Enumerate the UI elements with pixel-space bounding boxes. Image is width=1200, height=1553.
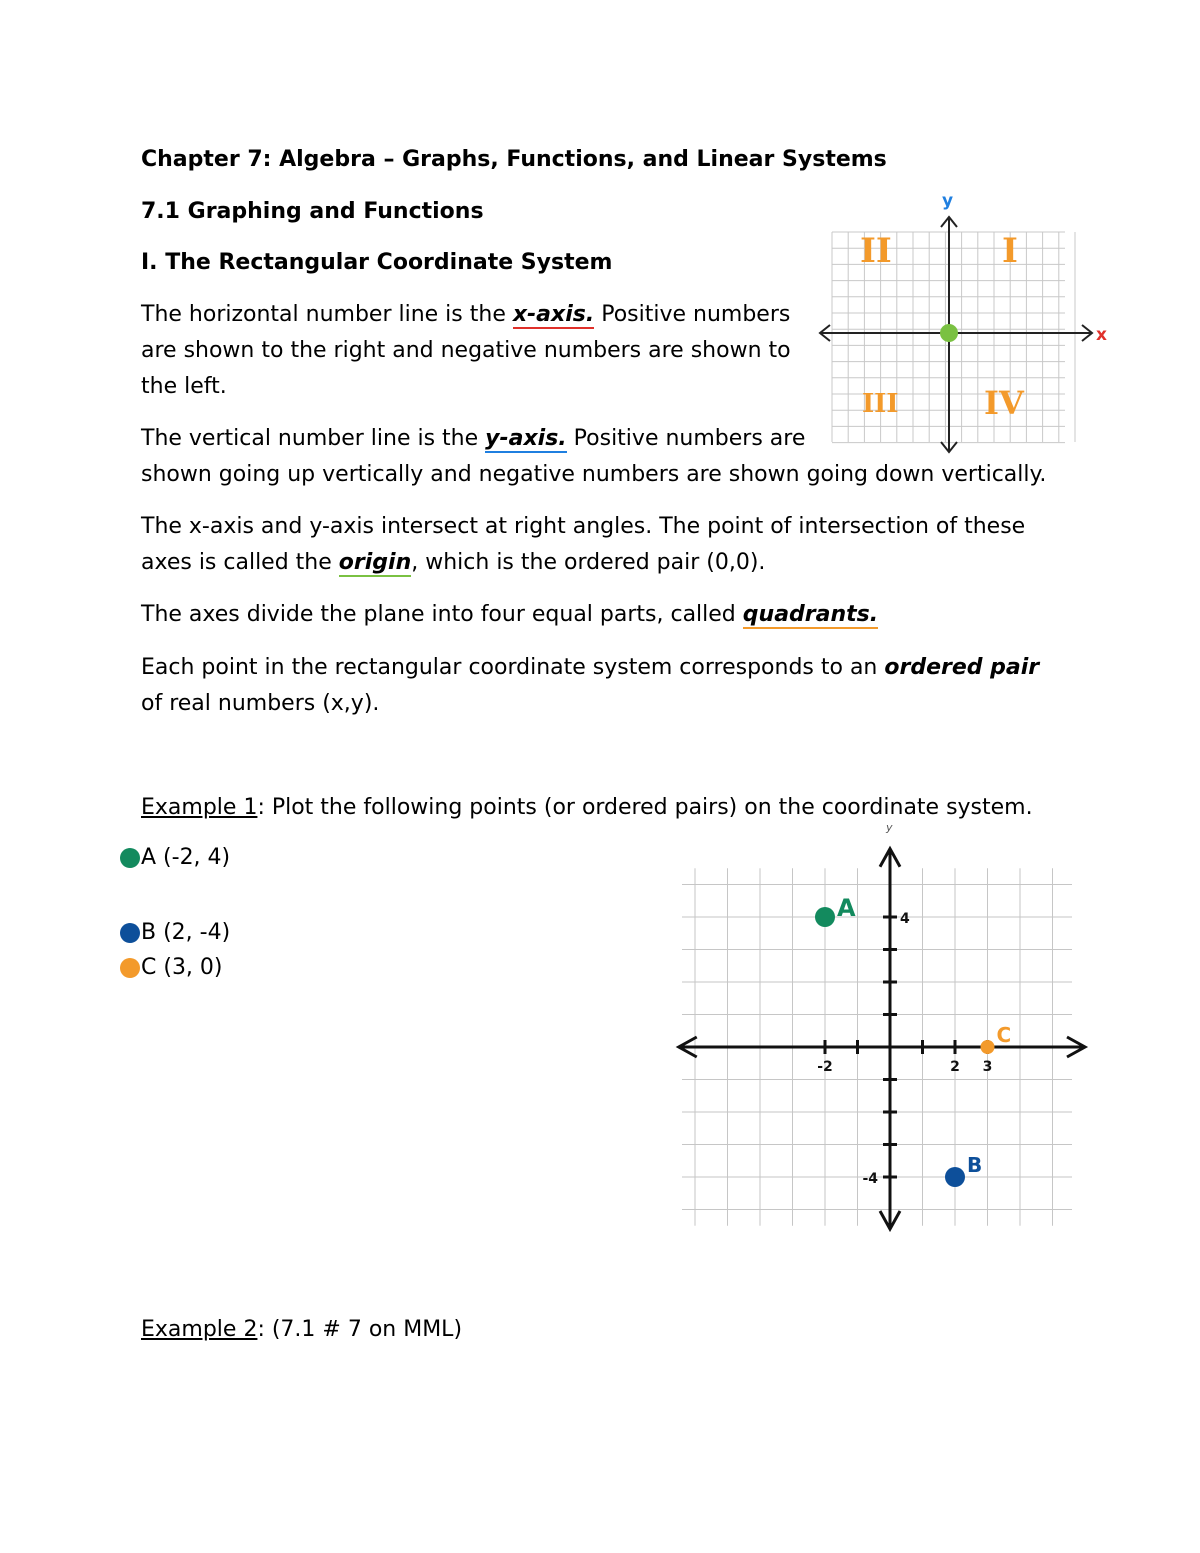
point-b-bullet-icon (120, 923, 140, 943)
text-run: axes is called the (141, 550, 339, 575)
example1-text: : Plot the following points (or ordered pairs) on the coordinate system. (257, 795, 1033, 820)
origin-dot (940, 324, 958, 342)
plot-tick-label: -2 (817, 1059, 833, 1075)
quadrant-label-3: III (862, 389, 899, 419)
ordered-pair-paragraph-line1 (141, 650, 1039, 686)
text-run: Each point in the rectangular coordinate system corresponds to an (141, 655, 885, 680)
xaxis-paragraph-line1 (141, 297, 790, 333)
example2-label: Example 2 (141, 1317, 258, 1342)
example1-label: Example 1 (141, 795, 258, 820)
subsection-title: I. The Rectangular Coordinate System (141, 250, 613, 275)
plot-point-label: A (837, 894, 856, 922)
plot-axes (679, 821, 1085, 1229)
point-c-text: C (3, 0) (141, 955, 223, 980)
origin-paragraph-line1: The x-axis and y-axis intersect at right angles. The point of intersection of these (141, 514, 1026, 539)
x-axis-term: x-axis. (512, 302, 595, 327)
example1-plot (675, 820, 1125, 1238)
quadrant-diagram (810, 190, 1110, 460)
yaxis-paragraph-line2: shown going up vertically and negative numbers are shown going down vertically. (141, 462, 1047, 487)
plot-ticks (817, 911, 992, 1187)
plot-tick-label: 2 (950, 1059, 960, 1075)
quadrant-label-1: I (1002, 231, 1018, 271)
quadrants-term: quadrants. (742, 602, 879, 627)
point-b-text: B (2, -4) (141, 920, 231, 945)
ordered-pair-term: ordered pair (884, 655, 1040, 680)
y-axis-term: y-axis. (485, 426, 567, 451)
chapter-title: Chapter 7: Algebra – Graphs, Functions, and Linear Systems (141, 147, 887, 172)
plot-tick-label: -4 (862, 1171, 878, 1187)
plot-point-c (981, 1040, 995, 1054)
plot-point-a (815, 907, 835, 927)
plot-y-axis-label: y (886, 820, 893, 834)
text-run: Positive numbers are (566, 426, 806, 451)
quadrant-label-2: II (860, 231, 892, 271)
quadrant-label-4: IV (984, 384, 1024, 422)
example1-heading (141, 790, 1033, 826)
origin-term: origin (338, 550, 412, 575)
example2-heading (141, 1312, 462, 1348)
yaxis-paragraph-line1 (141, 421, 805, 457)
plot-point-label: B (967, 1153, 983, 1177)
plot-point-label: C (996, 1023, 1012, 1047)
origin-paragraph-line2 (141, 545, 765, 581)
text-run: , which is the ordered pair (0,0). (411, 550, 766, 575)
xaxis-paragraph-line3: the left. (141, 374, 227, 399)
plot-tick-label: 4 (900, 911, 910, 927)
plot-tick-label: 3 (982, 1059, 993, 1075)
example2-text: : (7.1 # 7 on MML) (257, 1317, 463, 1342)
point-c-bullet-icon (120, 958, 140, 978)
ordered-pair-paragraph-line2: of real numbers (x,y). (141, 691, 380, 716)
point-a-text: A (-2, 4) (141, 845, 231, 870)
plot-point-b (945, 1167, 965, 1187)
quadrant-y-label: y (942, 191, 954, 211)
section-title: 7.1 Graphing and Functions (141, 199, 484, 224)
text-run: The vertical number line is the (141, 426, 486, 451)
xaxis-paragraph-line2: are shown to the right and negative numbers are shown to (141, 338, 791, 363)
quadrants-paragraph (141, 597, 878, 633)
text-run: Positive numbers (594, 302, 791, 327)
plot-points (815, 894, 1011, 1187)
text-run: The axes divide the plane into four equal parts, called (141, 602, 743, 627)
text-run: The horizontal number line is the (141, 302, 513, 327)
quadrant-x-label: x (1096, 325, 1107, 345)
point-a-bullet-icon (120, 848, 140, 868)
